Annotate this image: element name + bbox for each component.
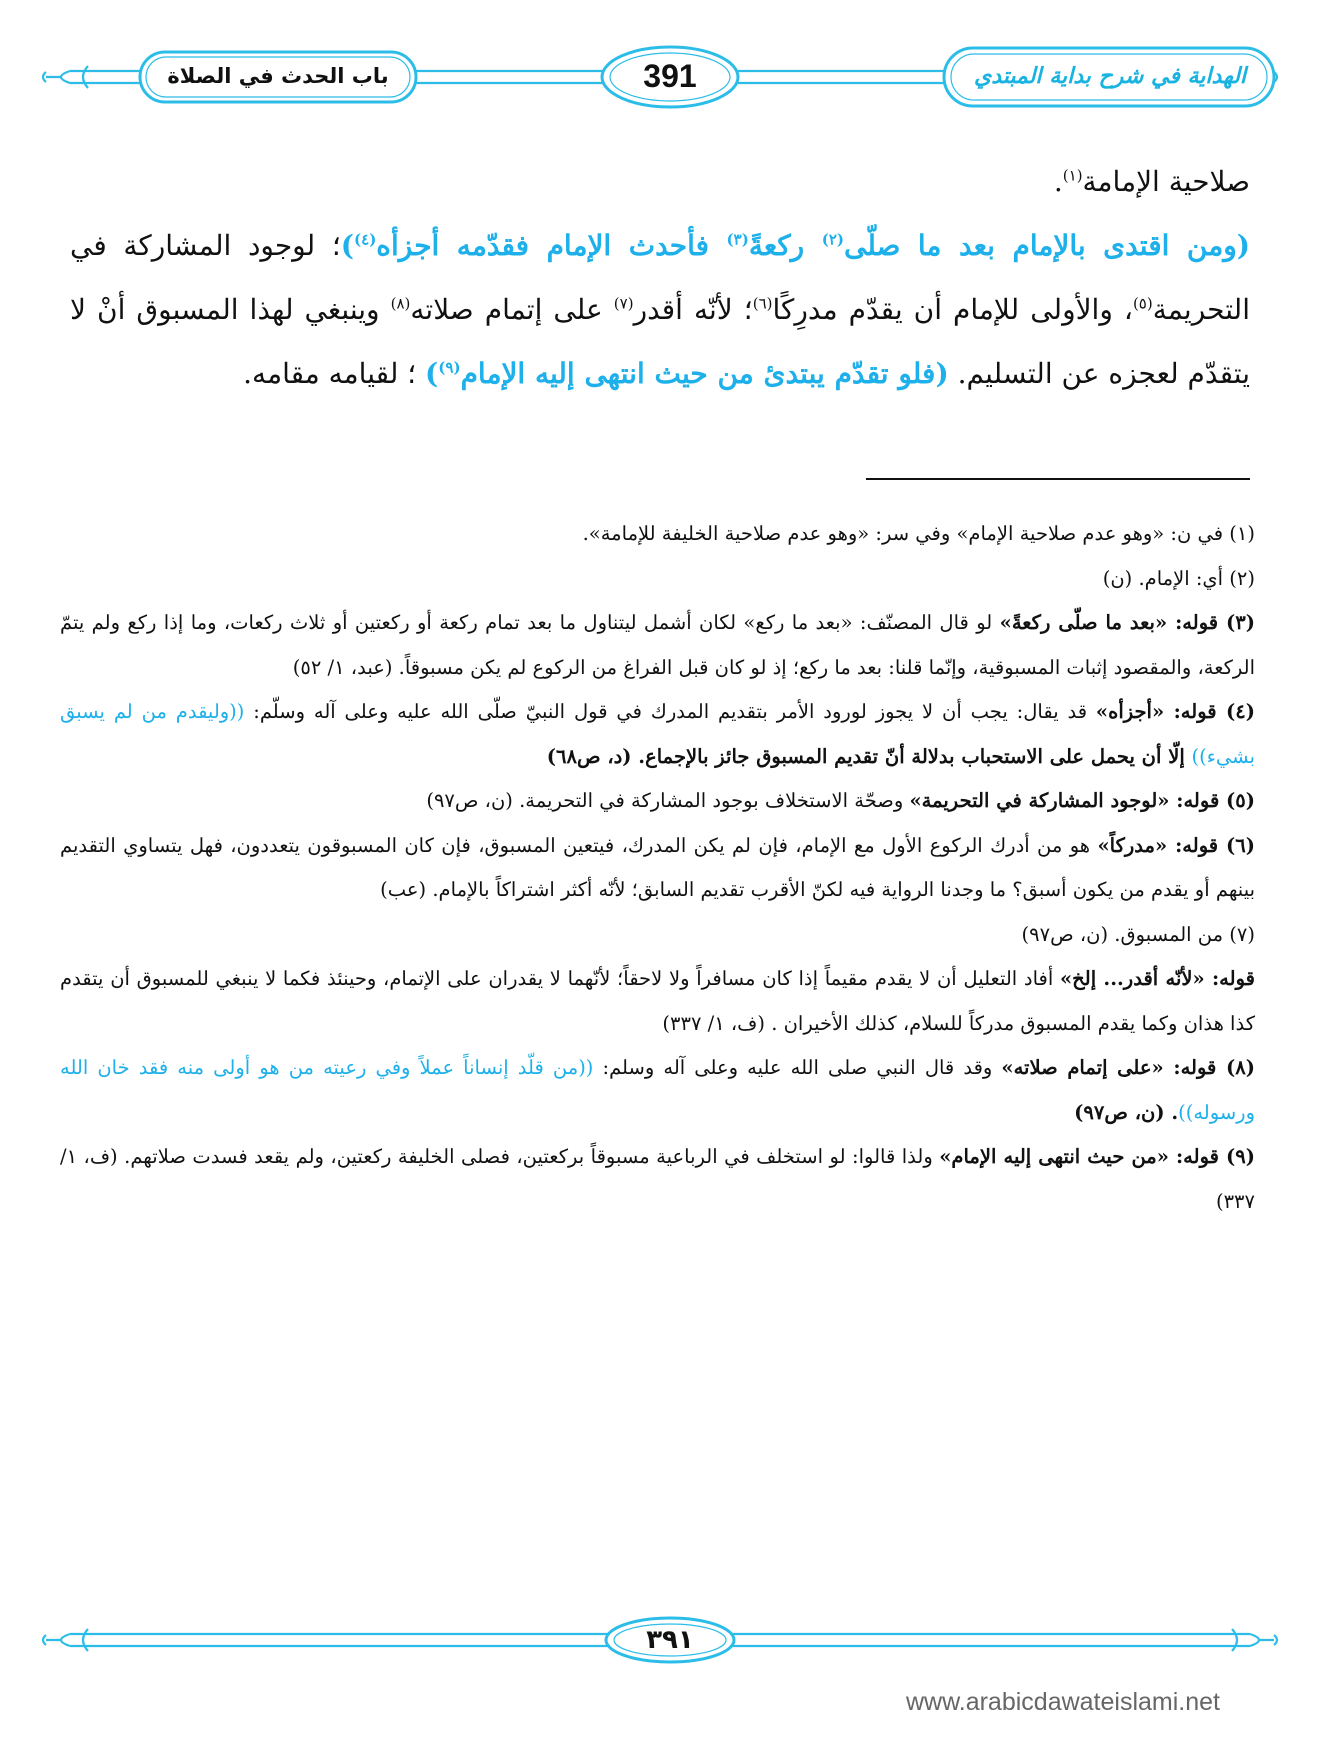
footnote-heading: (٤) قوله: «أجزأه» (1095, 700, 1255, 723)
main-text-part: . (1053, 165, 1063, 198)
footnote-heading: قوله: «لأنّه أقدر... إلخ» (1059, 967, 1255, 990)
footnote-separator (866, 478, 1250, 480)
footnote-body: أفاد التعليل أن لا يقدم مقيماً إذا كان مسافراً ولا لاحقاً؛ لأنّهما لا يقدران على الإتمام، وحينئذ فكما لا ينبغي للمسبوق أن يتقدم كذا هذان وكما يقدم المسبوق مدركاً للسلام، كذلك الأخيران . (ف، ١/ ٣٣٧) (60, 967, 1255, 1035)
matn-part: ) (425, 357, 439, 390)
footnote-ref: (٣) (726, 230, 749, 249)
footnote-ref: (٢) (821, 230, 844, 249)
footnote-body: . (ن، ص٩٧) (1074, 1100, 1179, 1124)
footnote-body: وقد قال النبي صلى الله عليه وعلى آله وسلم: (593, 1056, 1002, 1079)
commentary-part: ، والأولى للإمام أن يقدّم مدرِكًا (772, 293, 1133, 326)
matn-part: (فلو تقدّم يبتدئ من حيث انتهى إليه الإمام (460, 357, 949, 390)
footnote-body: لو قال المصنّف: «بعد ما ركع» لكان أشمل ليتناول ما بعد تمام ركعة أو ركعتين أو ثلاث ركعات، وما إذا ركع ولم يتمّ الركعة، والمقصود إثبات المسبوقية، وإنّما قلنا: بعد ما ركع؛ إذ لو كان قبل الفراغ من الركوع لم يكن مسبوقاً. (عبد، ١/ ٥٢) (60, 611, 1255, 679)
footnote-ref: (٥) (1132, 294, 1153, 313)
footnote-heading: (٥) قوله: «لوجود المشاركة في التحريمة» (909, 789, 1255, 812)
main-text-part: صلاحية الإمامة (1082, 165, 1250, 198)
footnote-ref: (٤) (354, 230, 377, 249)
footnote-body: هو من أدرك الركوع الأول مع الإمام، فإن لم يكن المدرك، فيتعين المسبوق، فإن كان المسبوقون يتعددون، فهل يتساوي التقديم بينهم أو يقدم من يكون أسبق؟ ما وجدنا الرواية فيه لكنّ الأقرب تقديم السابق؛ لأنّه أكثر اشتراكاً بالإمام. (عب) (60, 833, 1255, 901)
matn-part: ركعةً (748, 229, 822, 262)
footnote-ref: (٧) (613, 294, 634, 313)
footnote-body: ولذا قالوا: لو استخلف في الرباعية مسبوقاً بركعتين، فصلى الخليفة ركعتين، ولم يقعد فسدت صلاتهم. (ف، ١/ ٣٣٧) (60, 1145, 1255, 1213)
footnote-7: (٧) من المسبوق. (ن، ص٩٧) (1021, 922, 1255, 946)
book-title-logo: الهداية في شرح بداية المبتدي (973, 63, 1247, 89)
footnote-6 (60, 824, 1255, 913)
footnote-1: (١) في ن: «وهو عدم صلاحية الإمام» وفي سر: «وهو عدم صلاحية الخليفة للإمامة». (582, 522, 1255, 545)
matn-quote (425, 357, 949, 390)
commentary-part: على إتمام صلاته (410, 293, 614, 326)
hadith-quote: ((من قلّد إنساناً عملاً وفي رعيته من هو أولى منه فقد خان الله ورسوله)) (60, 1056, 1255, 1124)
chapter-title: باب الحدث في الصلاة (167, 64, 389, 88)
footnote-heading: (٩) قوله: «من حيث انتهى إليه الإمام» (939, 1145, 1255, 1168)
page-header (40, 42, 1280, 112)
footnote-5 (60, 779, 1255, 824)
commentary-part: ؛ لأنّه أقدر (633, 293, 753, 326)
commentary-part: ؛ لوجود المشاركة في التحريمة (70, 229, 1250, 326)
footnote-heading: (٦) قوله: «مدركاً» (1097, 833, 1255, 857)
hadith-quote: ((وليقدم من لم يسبق بشيء)) (60, 700, 1255, 768)
footnote-9 (60, 1135, 1255, 1224)
footnote-heading: (٨) قوله: «على إتمام صلاته» (1001, 1056, 1255, 1079)
footnote-2: (٢) أي: الإمام. (ن) (1102, 566, 1255, 590)
footnote-8 (60, 1046, 1255, 1135)
footer-page-number: ٣٩١ (646, 1625, 694, 1655)
footnote-body: وصحّة الاستخلاف بوجود المشاركة في التحريمة. (ن، ص٩٧) (426, 789, 910, 812)
main-paragraph (70, 214, 1250, 406)
matn-part: ) (340, 229, 355, 262)
footnote-4 (60, 690, 1255, 779)
main-line-1 (70, 150, 1250, 214)
footnote-ref: (٨) (390, 294, 411, 313)
main-text (70, 150, 1250, 406)
footnote-3 (60, 601, 1255, 690)
footnote-heading: (٣) قوله: «بعد ما صلّى ركعةً» (999, 611, 1256, 634)
header-page-number: 391 (643, 57, 697, 94)
matn-part: (ومن اقتدى بالإمام بعد ما صلّى (844, 229, 1250, 262)
matn-part: فأحدث الإمام فقدّمه أجزأه (376, 229, 727, 262)
footnote-ref: (٩) (438, 358, 461, 377)
footnote-7-comment (60, 957, 1255, 1046)
footnote-ref: (١) (1062, 166, 1083, 185)
page-footer (40, 1615, 1280, 1665)
footnote-body: إلّا أن يحمل على الاستحباب بدلالة أنّ تقديم المسبوق جائز بالإجماع. (د، ص٦٨) (546, 744, 1192, 768)
commentary-part: ؛ لقيامه مقامه. (243, 357, 426, 390)
footnote-ref: (٦) (752, 294, 773, 313)
matn-quote (341, 229, 1250, 262)
commentary-part: وينبغي لهذا المسبوق أنْ لا يتقدّم لعجزه عن التسليم. (70, 293, 1250, 390)
footnotes (60, 512, 1255, 1224)
footnote-body: قد يقال: يجب أن لا يجوز لورود الأمر بتقديم المدرك في قول النبيّ صلّى الله عليه وعلى آله وسلّم: (244, 700, 1096, 723)
website-watermark: www.arabicdawateislami.net (905, 1688, 1220, 1716)
